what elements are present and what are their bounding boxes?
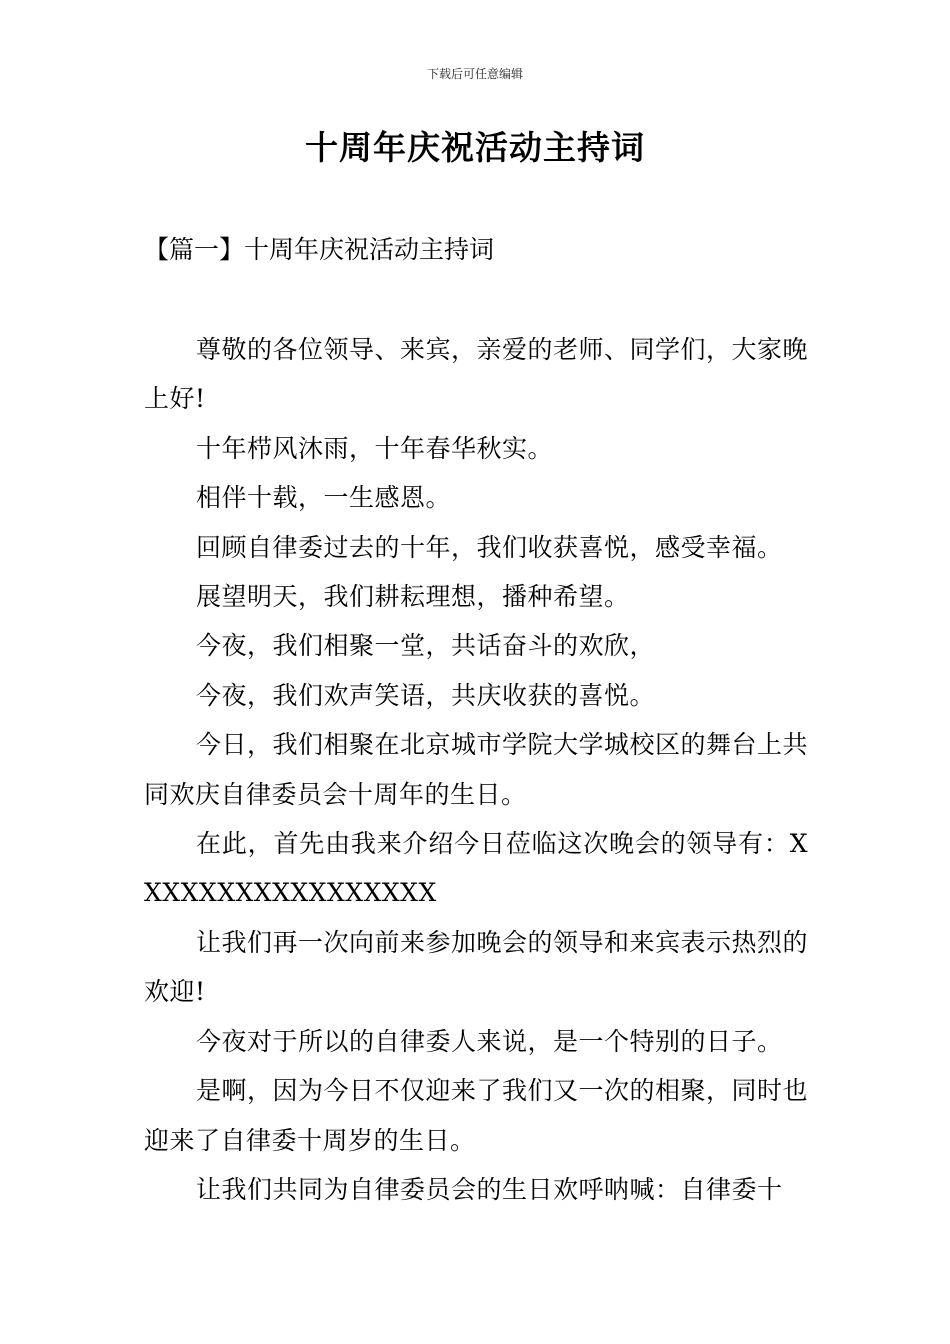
paragraph: 回顾自律委过去的十年，我们收获喜悦，感受幸福。 xyxy=(196,532,783,562)
paragraph: 今日，我们相聚在北京城市学院大学城校区的舞台上共同欢庆自律委员会十周年的生日。 xyxy=(144,730,809,809)
header-note: 下载后可任意编辑 xyxy=(426,67,523,81)
paragraph: 今夜，我们欢声笑语，共庆收获的喜悦。 xyxy=(196,680,656,710)
section-title: 【篇一】十周年庆祝活动主持词 xyxy=(144,235,495,264)
paragraph: 展望明天，我们耕耘理想，播种希望。 xyxy=(196,582,630,612)
paragraph: 今夜对于所以的自律委人来说，是一个特别的日子。 xyxy=(196,1026,783,1056)
paragraph: 让我们共同为自律委员会的生日欢呼呐喊：自律委十 xyxy=(196,1174,783,1204)
paragraph: 今夜，我们相聚一堂，共话奋斗的欢欣， xyxy=(196,631,656,661)
paragraph: 在此，首先由我来介绍今日莅临这次晚会的领导有：XXXXXXXXXXXXXXXXX xyxy=(144,829,808,908)
paragraph: 尊敬的各位领导、来宾，亲爱的老师、同学们，大家晚上好! xyxy=(144,335,809,414)
document-title: 十周年庆祝活动主持词 xyxy=(305,128,645,167)
paragraph: 是啊，因为今日不仅迎来了我们又一次的相聚，同时也迎来了自律委十周岁的生日。 xyxy=(144,1076,809,1155)
paragraph: 让我们再一次向前来参加晚会的领导和来宾表示热烈的欢迎! xyxy=(144,927,809,1007)
paragraph: 相伴十载，一生感恩。 xyxy=(196,483,452,513)
body-text xyxy=(144,325,808,1214)
paragraph: 十年栉风沐雨，十年春华秋实。 xyxy=(196,433,554,463)
